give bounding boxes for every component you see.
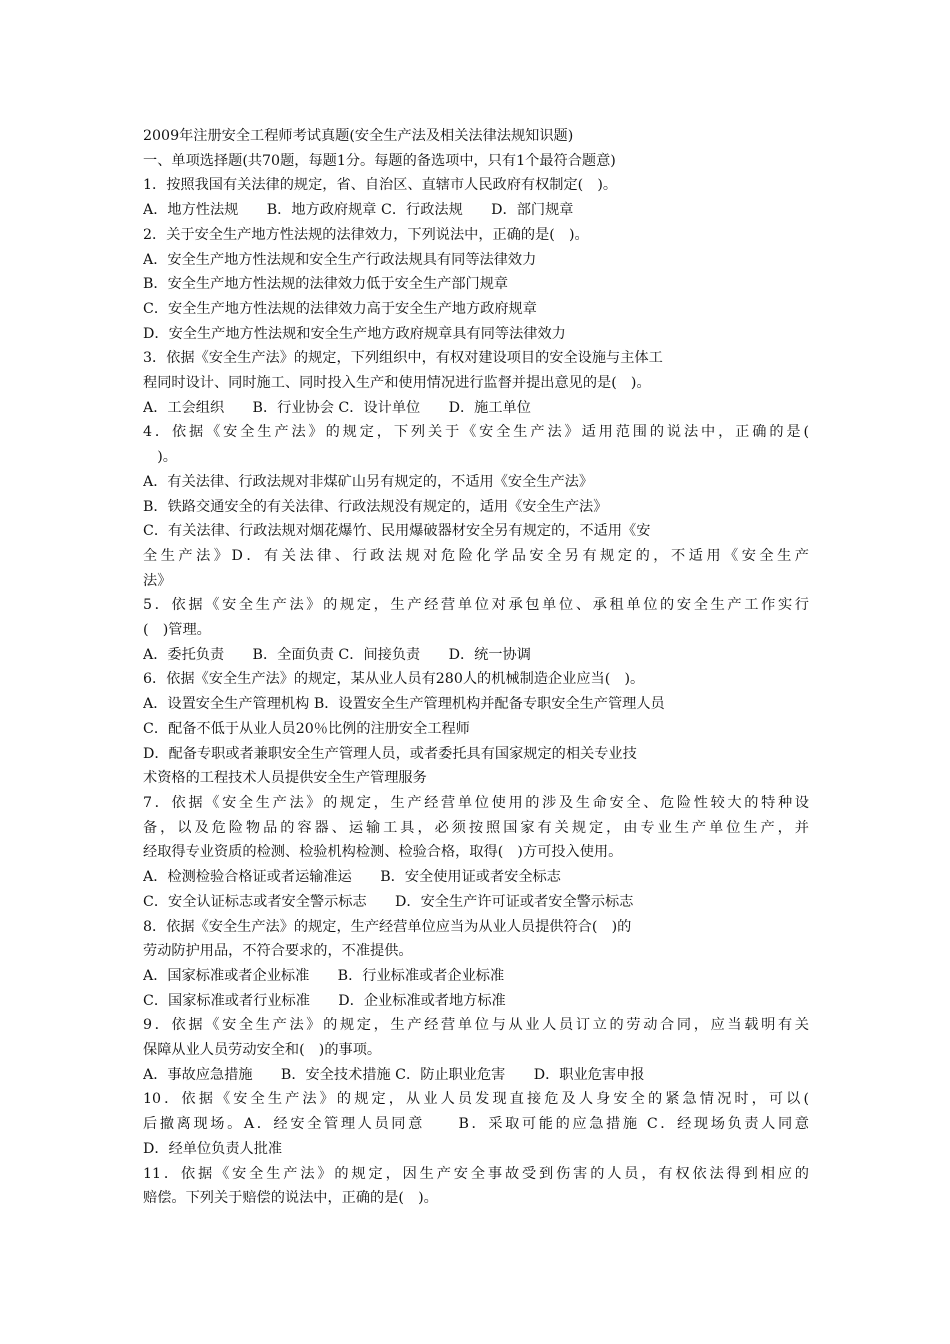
text-line: 经取得专业资质的检测、检验机构检测、检验合格，取得( )方可投入使用。 — [143, 844, 623, 861]
text-line: A．工会组织 B．行业协会 C．设计单位 D．施工单位 — [143, 399, 531, 416]
text-line: )。 — [143, 449, 177, 466]
text-line: A．有关法律、行政法规对非煤矿山另有规定的，不适用《安全生产法》 — [143, 473, 594, 490]
text-line: 法》 — [143, 572, 172, 589]
text-line: B．铁路交通安全的有关法律、行政法规没有规定的，适用《安全生产法》 — [143, 498, 608, 515]
text-line: 1．按照我国有关法律的规定，省、自治区、直辖市人民政府有权制定( )。 — [143, 177, 618, 194]
text-line: 赔偿。下列关于赔偿的说法中，正确的是( )。 — [143, 1190, 438, 1207]
text-line: 5．依据《安全生产法》的规定，生产经营单位对承包单位、承租单位的安全生产工作实行 — [143, 597, 809, 614]
text-line: 一、单项选择题(共70题，每题1分。每题的备选项中，只有1个最符合题意) — [143, 152, 616, 169]
text-line: D．配备专职或者兼职安全生产管理人员，或者委托具有国家规定的相关专业技 — [143, 745, 637, 762]
text-line: D．经单位负责人批准 — [143, 1140, 283, 1157]
text-line: 术资格的工程技术人员提供安全生产管理服务 — [143, 770, 427, 787]
text-line: A．设置安全生产管理机构 B．设置安全生产管理机构并配备专职安全生产管理人员 — [143, 696, 665, 713]
text-line: 3．依据《安全生产法》的规定，下列组织中，有权对建设项目的安全设施与主体工 — [143, 350, 663, 367]
text-line: 保障从业人员劳动安全和( )的事项。 — [143, 1042, 382, 1059]
text-line: 8．依据《安全生产法》的规定，生产经营单位应当为从业人员提供符合( )的 — [143, 918, 632, 935]
text-line: 6．依据《安全生产法》的规定，某从业人员有280人的机械制造企业应当( )。 — [143, 671, 645, 688]
text-line: A．地方性法规 B．地方政府规章 C．行政法规 D．部门规章 — [143, 202, 574, 219]
text-line: 10．依据《安全生产法》的规定，从业人员发现直接危及人身安全的紧急情况时，可以( — [143, 1091, 809, 1108]
text-line: C．配备不低于从业人员20％比例的注册安全工程师 — [143, 720, 470, 737]
text-line: 4．依据《安全生产法》的规定，下列关于《安全生产法》适用范围的说法中，正确的是( — [143, 424, 809, 441]
text-line: D．安全生产地方性法规和安全生产地方政府规章具有同等法律效力 — [143, 325, 566, 342]
document-body — [143, 124, 809, 1211]
text-line: 9．依据《安全生产法》的规定，生产经营单位与从业人员订立的劳动合同，应当载明有关 — [143, 1017, 809, 1034]
text-line: C．国家标准或者行业标准 D．企业标准或者地方标准 — [143, 992, 506, 1009]
text-line: C．安全认证标志或者安全警示标志 D．安全生产许可证或者安全警示标志 — [143, 893, 634, 910]
text-line: A．委托负责 B．全面负责 C．间接负责 D．统一协调 — [143, 646, 531, 663]
text-line: 11．依据《安全生产法》的规定，因生产安全事故受到伤害的人员，有权依法得到相应的 — [143, 1165, 809, 1182]
text-line: 7．依据《安全生产法》的规定，生产经营单位使用的涉及生命安全、危险性较大的特种设 — [143, 794, 809, 811]
text-line: A．安全生产地方性法规和安全生产行政法规具有同等法律效力 — [143, 251, 537, 268]
text-line: A．国家标准或者企业标准 B．行业标准或者企业标准 — [143, 967, 505, 984]
text-line: ( )管理。 — [143, 622, 211, 639]
text-line: C．有关法律、行政法规对烟花爆竹、民用爆破器材安全另有规定的，不适用《安 — [143, 523, 651, 540]
text-line: 程同时设计、同时施工、同时投入生产和使用情况进行监督并提出意见的是( )。 — [143, 375, 651, 392]
text-line: 后撤离现场。A．经安全管理人员同意 B．采取可能的应急措施 C．经现场负责人同意 — [143, 1116, 809, 1133]
text-line: C．安全生产地方性法规的法律效力高于安全生产地方政府规章 — [143, 300, 537, 317]
text-line: 全生产法》D．有关法律、行政法规对危险化学品安全另有规定的，不适用《安全生产 — [143, 547, 809, 564]
text-line: 2009年注册安全工程师考试真题(安全生产法及相关法律法规知识题) — [143, 128, 574, 144]
text-line: A．检测检验合格证或者运输准运 B．安全使用证或者安全标志 — [143, 869, 561, 886]
text-line: 备，以及危险物品的容器、运输工具，必须按照国家有关规定，由专业生产单位生产，并 — [143, 819, 809, 836]
text-line: B．安全生产地方性法规的法律效力低于安全生产部门规章 — [143, 276, 509, 293]
text-line: 劳动防护用品，不符合要求的，不准提供。 — [143, 943, 413, 960]
text-line: A．事故应急措施 B．安全技术措施 C．防止职业危害 D．职业危害申报 — [143, 1066, 645, 1083]
text-line: 2．关于安全生产地方性法规的法律效力，下列说法中，正确的是( )。 — [143, 226, 589, 243]
